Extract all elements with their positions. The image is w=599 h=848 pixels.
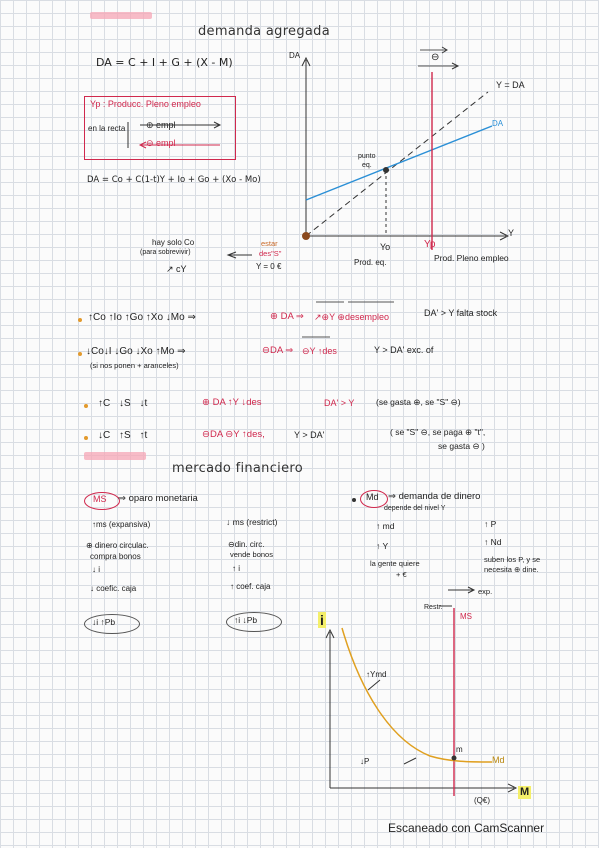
- bullet-4-note: ( se "S" ⊖, se paga ⊕ "t",: [390, 427, 486, 437]
- bullet-1: [78, 318, 82, 322]
- y-zero-label: Y = 0 €: [256, 262, 282, 271]
- point-eq-label-2: eq.: [362, 162, 372, 169]
- da-axis-x-label: Y: [508, 228, 515, 238]
- col4-1: ↑ Nd: [484, 537, 502, 547]
- da-formula: DA = C + I + G + (X - M): [96, 56, 233, 69]
- md-label: Md: [366, 492, 379, 502]
- ip-label: ↓P: [360, 757, 370, 766]
- top-arrow-head: [442, 47, 447, 53]
- md-sub: depende del nivel Y: [384, 505, 446, 512]
- tick-yo-label: Yo: [380, 242, 391, 252]
- col3-1: ↑ Y: [376, 541, 389, 551]
- bullet-4-right: Y > DA': [294, 430, 325, 440]
- tick-yp-label: Yp: [424, 239, 436, 250]
- bullet-1-left: ↑Co ↑Io ↑Go ↑Xo ↓Mo ⇒: [88, 312, 196, 323]
- bullet-2: [78, 352, 82, 356]
- solo-co-arrow: [228, 252, 236, 258]
- da-x-arrow: [500, 232, 508, 240]
- col4-2: suben los P, y se: [484, 555, 541, 564]
- box-empl-plus: ⊕ empl: [146, 120, 176, 130]
- ym-arrow: [368, 680, 380, 690]
- ms-line-label: MS: [460, 612, 472, 621]
- col1-4: ↓ coefic. caja: [90, 584, 137, 593]
- line-45: [306, 92, 488, 236]
- bullet-4-left: ↓C ↑S ↑t: [98, 430, 148, 441]
- ym-label: ↑Ymd: [366, 670, 387, 679]
- bullet-4: [84, 436, 88, 440]
- mf-axis-m-label: M: [520, 786, 530, 798]
- m-point-label: m: [456, 745, 463, 754]
- highlight-strip-2: [84, 452, 146, 460]
- col1-0: ↑ms (expansiva): [92, 520, 151, 529]
- col1-3: ↓ i: [92, 565, 100, 574]
- prod-pleno-label: Prod. Pleno empleo: [434, 253, 509, 263]
- highlight-strip-1: [90, 12, 152, 19]
- mf-x-arrow: [508, 784, 516, 792]
- estar-label-2: des"S": [259, 249, 282, 258]
- mf-y-arrow: [326, 630, 334, 638]
- bullet-md: [352, 498, 356, 502]
- top-arrow-label: ⊖: [431, 52, 440, 63]
- solo-co-label-2: (para sobrevivir): [140, 249, 191, 256]
- col2-0: ↓ ms (restrict): [226, 517, 278, 527]
- col3-2: la gente quiere: [370, 559, 420, 568]
- col1-1: ⊕ dinero circulac.: [86, 541, 149, 550]
- md-text: ⇒ demanda de dinero: [388, 491, 481, 502]
- prod-eq-label: Prod. eq.: [354, 258, 387, 267]
- da-expanded-formula: DA = Co + C(1-t)Y + Io + Go + (Xo - Mo): [87, 175, 261, 185]
- section-title-demanda-agregada: demanda agregada: [198, 24, 330, 39]
- mf-eq-point: [452, 756, 457, 761]
- bullet-2-mid: ⊖DA ⇒: [262, 345, 294, 356]
- da-axis-y-label: DA: [289, 51, 301, 60]
- col2-2: vende bonos: [230, 550, 273, 559]
- md-curve-label: Md: [492, 755, 505, 765]
- box-empl-minus: ⊖ empl: [146, 138, 176, 148]
- col4-3: necesita ⊕ dine.: [484, 565, 539, 574]
- da-y-arrow: [302, 58, 310, 66]
- bullet-2-mid2: ⊖Y ↑des: [302, 346, 337, 356]
- eq-point: [383, 167, 389, 173]
- estar-label-1: estar: [261, 239, 278, 248]
- bullet-2-note: (si nos ponen + aranceles): [90, 361, 179, 370]
- section-title-mercado-financiero: mercado financiero: [172, 461, 303, 476]
- bullet-1-mid: ⊕ DA ⇒: [270, 311, 304, 322]
- bullet-3-note: (se gasta ⊕, se "S" ⊖): [376, 397, 461, 407]
- line-da-blue: [306, 126, 492, 200]
- bullet-1-right: DA' > Y falta stock: [424, 308, 498, 318]
- bullet-3: [84, 404, 88, 408]
- col2-1: ⊖din. circ.: [228, 540, 265, 549]
- mf-graph: [326, 587, 516, 796]
- col2-3: ↑ i: [232, 564, 240, 573]
- bullet-2-right: Y > DA' exc. of: [374, 345, 434, 355]
- bullet-3-mid: ⊕ DA ↑Y ↓des: [202, 397, 262, 408]
- md-curve: [342, 628, 492, 762]
- bullet-3-right: DA' > Y: [324, 398, 355, 408]
- box-label-recta: en la recta: [88, 124, 126, 133]
- qe-label: (Q€): [474, 796, 490, 805]
- bullet-2-left: ↓Co↓I ↓Go ↓Xo ↑Mo ⇒: [86, 346, 186, 357]
- col3-3: + €: [396, 570, 407, 579]
- col2-4: ↑ coef. caja: [230, 582, 271, 591]
- bullet-4-note2: se gasta ⊖ ): [438, 441, 485, 451]
- exp-arrow-head: [468, 587, 474, 593]
- bullet-3-left: ↑C ↓S ↓t: [98, 398, 148, 409]
- pleno-empleo-title: Yp : Producc. Pleno empleo: [90, 99, 201, 109]
- line-da-label: DA: [492, 119, 504, 128]
- restr-label: Restr.: [424, 604, 443, 611]
- top-arrow-head-2: [452, 63, 458, 69]
- point-eq-label-1: punto: [358, 153, 376, 160]
- bullet-1-mid2: ↗⊕Y ⊕desempleo: [314, 312, 389, 322]
- col1-2: compra bonos: [90, 552, 141, 561]
- ms-text: ⇒ oparo monetaria: [118, 493, 198, 504]
- mf-axis-i-label: i: [320, 612, 324, 628]
- ip-arrow: [404, 758, 416, 764]
- bullet-4-mid: ⊖DA ⊖Y ↑des,: [202, 429, 265, 440]
- exp-label: exp.: [478, 587, 493, 596]
- ms-label: MS: [93, 494, 107, 504]
- oval-bonos-1-text: ↓i ↑Pb: [92, 617, 116, 627]
- origin-point: [302, 232, 310, 240]
- col4-0: ↑ P: [484, 519, 497, 529]
- cy-label: ↗ cY: [166, 264, 187, 274]
- col3-0: ↑ md: [376, 521, 395, 531]
- camscanner-footer: Escaneado con CamScanner: [388, 821, 545, 835]
- oval-bonos-2-text: ↑i ↓Pb: [234, 615, 258, 625]
- solo-co-label-1: hay solo Co: [152, 238, 195, 247]
- line-45-label: Y = DA: [496, 80, 525, 90]
